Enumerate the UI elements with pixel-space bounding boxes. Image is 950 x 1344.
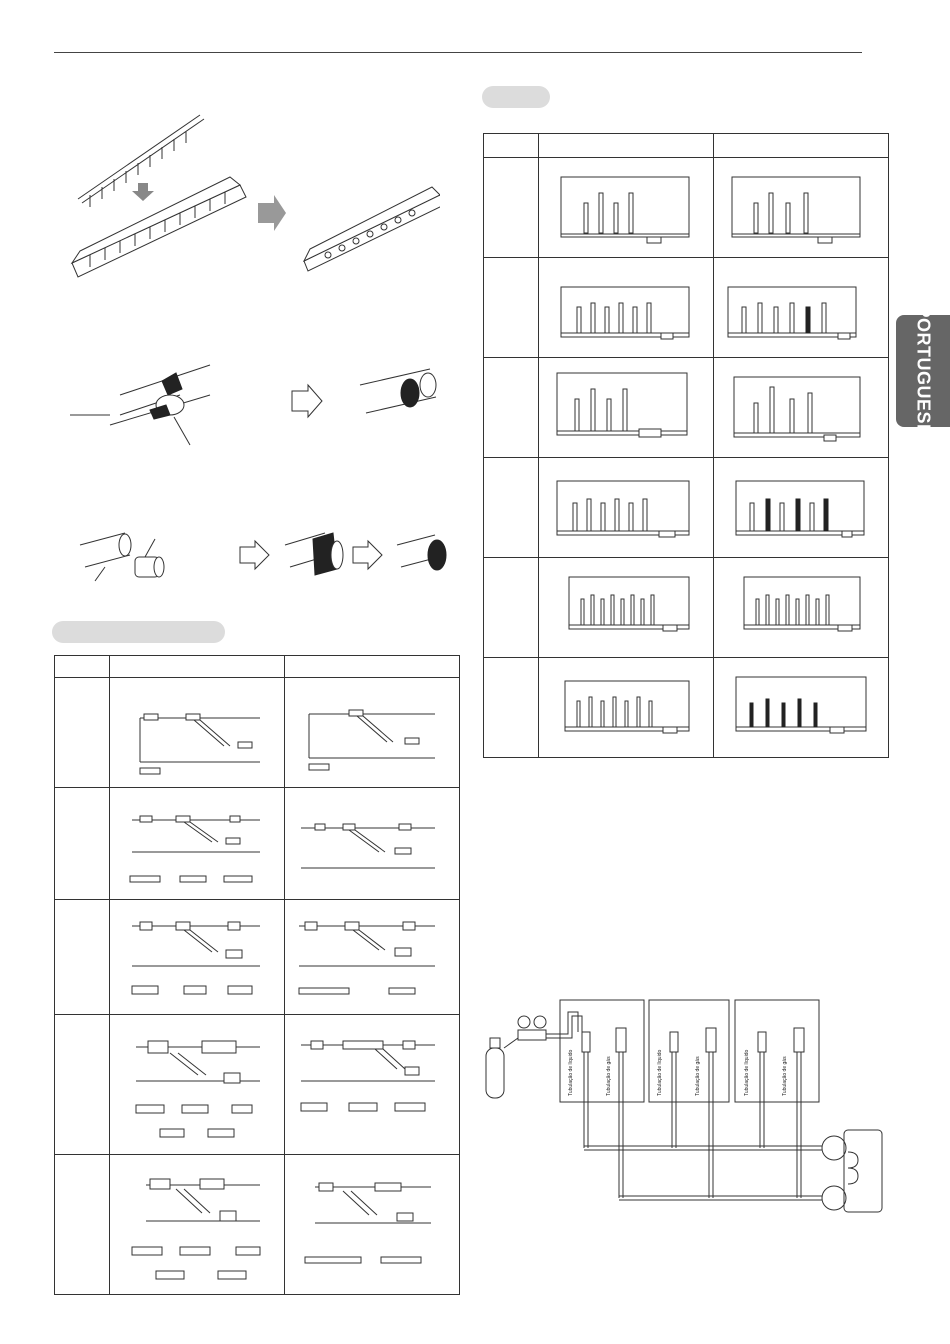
cap-wrap-illustration — [75, 525, 460, 595]
table-row — [484, 158, 889, 258]
table-row — [484, 558, 889, 658]
header-diagram — [539, 659, 713, 757]
unit-3-labels — [738, 1050, 798, 1100]
branch-diagram — [285, 1017, 459, 1153]
branch-diagram — [110, 680, 284, 786]
table-row — [55, 900, 460, 1015]
branch-diagram — [110, 1017, 284, 1153]
header-diagram — [714, 259, 888, 357]
branch-table-col-b — [285, 656, 460, 678]
language-tab[interactable] — [896, 305, 950, 437]
language-tab-label: PORTUGUESE — [913, 305, 934, 437]
header-diagram — [714, 659, 888, 757]
table-row — [55, 678, 460, 788]
branch-diagram — [285, 902, 459, 1012]
table-row — [484, 258, 889, 358]
unit-1-labels — [562, 1050, 622, 1100]
branch-table — [54, 655, 460, 1295]
header-diagram — [714, 459, 888, 557]
header-insulation-illustration — [60, 95, 440, 285]
tape-wrap-illustration — [70, 355, 450, 455]
header-diagram — [539, 259, 713, 357]
header-diagram — [714, 559, 888, 657]
branch-diagram — [285, 1157, 459, 1293]
gas-pipe-label: Tubulação de gás — [606, 1056, 612, 1096]
header-diagram — [714, 359, 888, 457]
header-table-col-a — [539, 134, 714, 158]
section-pill-header-table — [482, 86, 550, 108]
header-diagram — [539, 459, 713, 557]
table-row — [55, 1015, 460, 1155]
header-table-col-b — [714, 134, 889, 158]
branch-table-col-a — [110, 656, 285, 678]
gas-pipe-label: Tubulação de gás — [695, 1056, 701, 1096]
liquid-pipe-label: Tubulação de líquido — [744, 1049, 750, 1096]
header-table-col-label — [484, 134, 539, 158]
gas-pipe-label: Tubulação de gás — [782, 1056, 788, 1096]
table-row — [484, 358, 889, 458]
header-table — [483, 133, 889, 758]
leak-test-diagram — [478, 992, 888, 1220]
branch-diagram — [110, 902, 284, 1012]
table-row — [55, 788, 460, 900]
header-diagram — [539, 159, 713, 257]
table-row — [484, 658, 889, 758]
section-pill-branch-table — [52, 621, 225, 643]
liquid-pipe-label: Tubulação de líquido — [657, 1049, 663, 1096]
branch-diagram — [285, 680, 459, 786]
table-row — [55, 1155, 460, 1295]
branch-table-col-label — [55, 656, 110, 678]
header-diagram — [714, 159, 888, 257]
header-diagram — [539, 359, 713, 457]
branch-diagram — [110, 1157, 284, 1293]
top-rule — [54, 52, 862, 53]
branch-diagram — [110, 790, 284, 898]
liquid-pipe-label: Tubulação de líquido — [568, 1049, 574, 1096]
branch-diagram — [285, 790, 459, 898]
table-row — [484, 458, 889, 558]
header-diagram — [539, 559, 713, 657]
unit-2-labels — [651, 1050, 711, 1100]
